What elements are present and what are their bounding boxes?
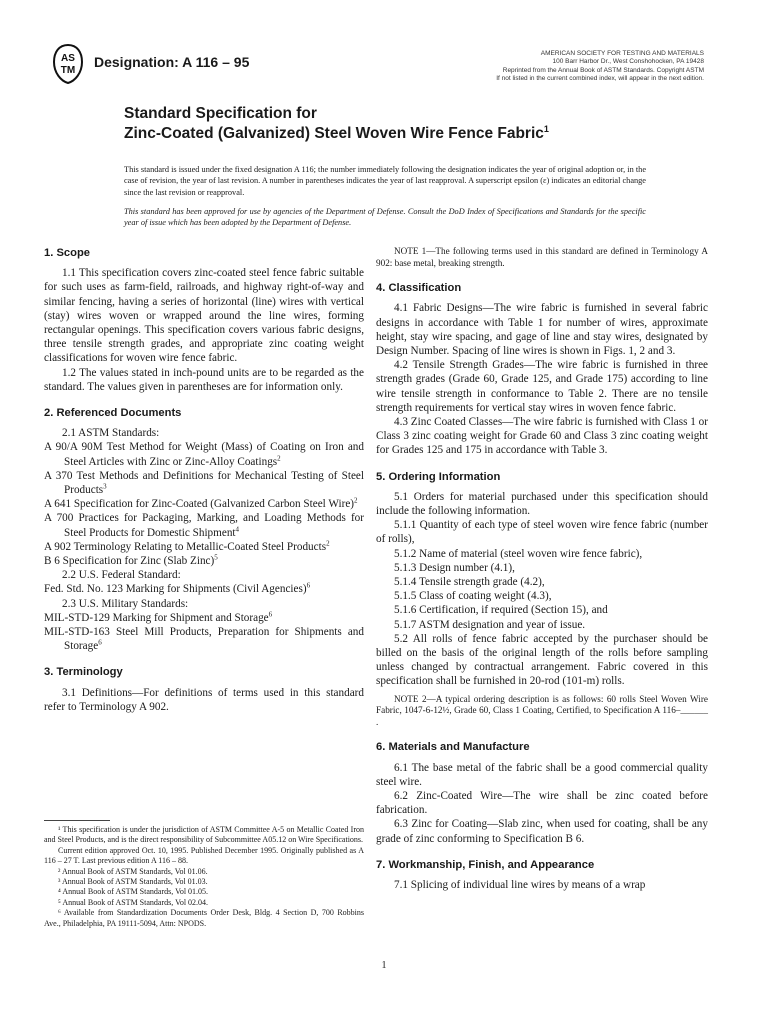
footnote: ² Annual Book of ASTM Standards, Vol 01.06. bbox=[58, 866, 208, 876]
footnote: Current edition approved Oct. 10, 1995. Published December 1995. Originally published as A 116 – 27 T. Last previous edition A 116 – 88. bbox=[44, 845, 364, 866]
section-heading-classification: 4. Classification bbox=[376, 282, 462, 295]
paragraph-4-3: 4.3 Zinc Coated Classes—The wire fabric is furnished with Class 1 or Class 3 zinc coating weight for Grade 60 and Class 3 zinc coating weight for Grades 125 and 175 in accordance with Table 3. bbox=[376, 416, 708, 457]
dod-approval-statement: This standard has been approved for use by agencies of the Department of Defense. Consult the DoD Index of Specifications and Standards for the specific year of issue which has been adopted by the Department of Defense. bbox=[124, 207, 646, 228]
footnote-mark: 1 bbox=[543, 123, 549, 134]
footnote: ⁴ Annual Book of ASTM Standards, Vol 01.05. bbox=[58, 887, 209, 897]
astm-logo bbox=[52, 44, 84, 84]
ordering-item: 5.1.1 Quantity of each type of steel woven wire fence fabric (number of rolls), bbox=[376, 519, 708, 546]
publisher-info bbox=[444, 50, 704, 83]
paragraph-6-2: 6.2 Zinc-Coated Wire—The wire shall be zinc coated before fabrication. bbox=[376, 790, 708, 817]
publisher-line: 100 Barr Harbor Dr., West Conshohocken, PA 19428 bbox=[552, 58, 704, 66]
paragraph-7-1: 7.1 Splicing of individual line wires by means of a wrap bbox=[394, 879, 646, 892]
subsection-federal-standard: 2.2 U.S. Federal Standard: bbox=[62, 569, 181, 582]
footnote: ⁶ Available from Standardization Documents Order Desk, Bldg. 4 Section D, 700 Robbins Ave., Philadelphia, PA 19111-5094, Attn: NPODS. bbox=[44, 908, 364, 928]
reference-item: MIL-STD-129 Marking for Shipment and Storage$^6$ bbox=[44, 610, 273, 624]
footnote: ⁵ Annual Book of ASTM Standards, Vol 02.04. bbox=[58, 897, 209, 907]
reference-item: B 6 Specification for Zinc (Slab Zinc)$^5$ bbox=[44, 553, 218, 568]
footnote: ¹ This specification is under the jurisdiction of ASTM Committee A-5 on Metallic Coated Iron and Steel Products, and is the direct responsibility of Subcommittee A05.12 on Wire Specifications. bbox=[44, 825, 364, 845]
ordering-item: 5.1.4 Tensile strength grade (4.2), bbox=[394, 576, 545, 589]
section-heading-ordering-information: 5. Ordering Information bbox=[376, 470, 501, 483]
paragraph-4-1: 4.1 Fabric Designs—The wire fabric is furnished in several fabric designs in accordance with Table 1 for number of wires, approximate height, stay wire spacing, and gage of line and stay wires, designated by Design Number. Spacing of line wires is shown in Figs. 1, 2 and 3. bbox=[376, 302, 708, 357]
section-heading-workmanship: 7. Workmanship, Finish, and Appearance bbox=[376, 858, 595, 871]
subsection-astm-standards: 2.1 ASTM Standards: bbox=[62, 427, 160, 440]
reference-item: A 370 Test Methods and Definitions for Mechanical Testing of Steel Products$^3$ bbox=[44, 469, 364, 497]
reference-item: A 902 Terminology Relating to Metallic-Coated Steel Products$^2$ bbox=[44, 539, 330, 553]
section-heading-referenced-documents: 2. Referenced Documents bbox=[44, 407, 182, 420]
ordering-item: 5.1.7 ASTM designation and year of issue. bbox=[394, 618, 586, 631]
reference-item: A 90/A 90M Test Method for Weight (Mass) of Coating on Iron and Steel Articles with Zinc or Zinc-Alloy Coatings$^2$ bbox=[44, 441, 364, 468]
publisher-line: If not listed in the current combined index, will appear in the next edition. bbox=[496, 74, 704, 82]
footnotes bbox=[44, 820, 364, 929]
paragraph-5-2: 5.2 All rolls of fence fabric accepted by the purchaser should be billed on the basis of the original length of the rolls before sampling unless changed by contractual arrangement. Fabric covered in this specification shall be furnished in 20-rod (101-m) rolls. bbox=[376, 632, 708, 688]
issued-statement: This standard is issued under the fixed designation A 116; the number immediately following the designation indicates the year of original adoption or, in the case of revision, the year of last revision. A number in parentheses indicates the year of last reapproval. A superscript epsilon (ε) indicates an editorial change since the last revision or reapproval. bbox=[124, 165, 646, 197]
reference-item: A 641 Specification for Zinc-Coated (Galvanized Carbon Steel Wire)$^2$ bbox=[44, 496, 358, 511]
designation: Designation: A 116 – 95 bbox=[94, 54, 250, 70]
document-title bbox=[124, 104, 684, 144]
section-heading-terminology: 3. Terminology bbox=[44, 666, 123, 679]
title-line-1: Standard Specification for bbox=[124, 105, 317, 122]
paragraph-4-2: 4.2 Tensile Strength Grades—The wire fabric is furnished in three strength grades (Grade 60, Grade 125, and Grade 175) according to line wire tensile strength in conformance to Table 2. There are no tensile strength requirements for vertical stay wires in woven fence fabric. bbox=[376, 359, 708, 414]
reference-item: A 700 Practices for Packaging, Marking, and Loading Methods for Steel Products for Domestic Shipment$^4$ bbox=[44, 512, 364, 539]
publisher-line: AMERICAN SOCIETY FOR TESTING AND MATERIALS bbox=[540, 50, 704, 57]
paragraph-5-1: 5.1 Orders for material purchased under this specification should include the following information. bbox=[376, 490, 708, 518]
reference-item: Fed. Std. No. 123 Marking for Shipments (Civil Agencies)$^6$ bbox=[44, 581, 311, 596]
title-line-2 bbox=[124, 123, 684, 144]
right-column bbox=[376, 246, 708, 892]
section-heading-scope: 1. Scope bbox=[44, 247, 91, 259]
paragraph-6-3: 6.3 Zinc for Coating—Slab zinc, when used for coating, shall be any grade of zinc conforming to Specification B 6. bbox=[376, 818, 708, 845]
ordering-item: 5.1.5 Class of coating weight (4.3), bbox=[394, 590, 552, 603]
note-2: NOTE 2—A typical ordering description is as follows: 60 rolls Steel Woven Wire Fabric, 1047-6-12½, Grade 60, Class 1 Coating, Certified, to Specification A 116–______ . bbox=[376, 693, 708, 727]
svg-text:TM: TM bbox=[60, 65, 76, 76]
page-number: 1 bbox=[381, 960, 387, 971]
paragraph-3-1: 3.1 Definitions—For definitions of terms used in this standard refer to Terminology A 902. bbox=[44, 686, 364, 713]
paragraph-6-1: 6.1 The base metal of the fabric shall be a good commercial quality steel wire. bbox=[376, 761, 708, 788]
svg-text:AS: AS bbox=[61, 53, 75, 64]
footnote-rule bbox=[44, 820, 110, 821]
note-1: NOTE 1—The following terms used in this standard are defined in Terminology A 902: base metal, breaking strength. bbox=[376, 246, 708, 268]
subsection-military-standards: 2.3 U.S. Military Standards: bbox=[62, 597, 189, 610]
left-column bbox=[44, 246, 364, 714]
paragraph-1-2: 1.2 The values stated in inch-pound units are to be regarded as the standard. The values given in parentheses are for information only. bbox=[44, 366, 364, 393]
section-heading-materials: 6. Materials and Manufacture bbox=[376, 741, 530, 754]
reference-item: MIL-STD-163 Steel Mill Products, Preparation for Shipments and Storage$^6$ bbox=[44, 626, 364, 653]
ordering-item: 5.1.2 Name of material (steel woven wire fence fabric), bbox=[394, 547, 643, 560]
paragraph-1-1: 1.1 This specification covers zinc-coated steel fence fabric suitable for such uses as farm-field, railroads, and highway right-of-way and similar fencing, having a series of horizontal (line) wires with vertical (stay) wires woven or wrapped around the line wires, forming rectangular openings. This specification covers various fabric designs, three tensile strength grades, and appropriate zinc coating weight classifications for woven wire fence fabric. bbox=[44, 267, 364, 365]
publisher-line: Reprinted from the Annual Book of ASTM Standards. Copyright ASTM bbox=[502, 66, 704, 74]
footnote: ³ Annual Book of ASTM Standards, Vol 01.03. bbox=[58, 877, 208, 887]
ordering-item: 5.1.3 Design number (4.1), bbox=[394, 561, 515, 574]
title-text: Zinc-Coated (Galvanized) Steel Woven Wire Fence Fabric bbox=[124, 125, 544, 142]
ordering-item: 5.1.6 Certification, if required (Section 15), and bbox=[394, 604, 608, 617]
